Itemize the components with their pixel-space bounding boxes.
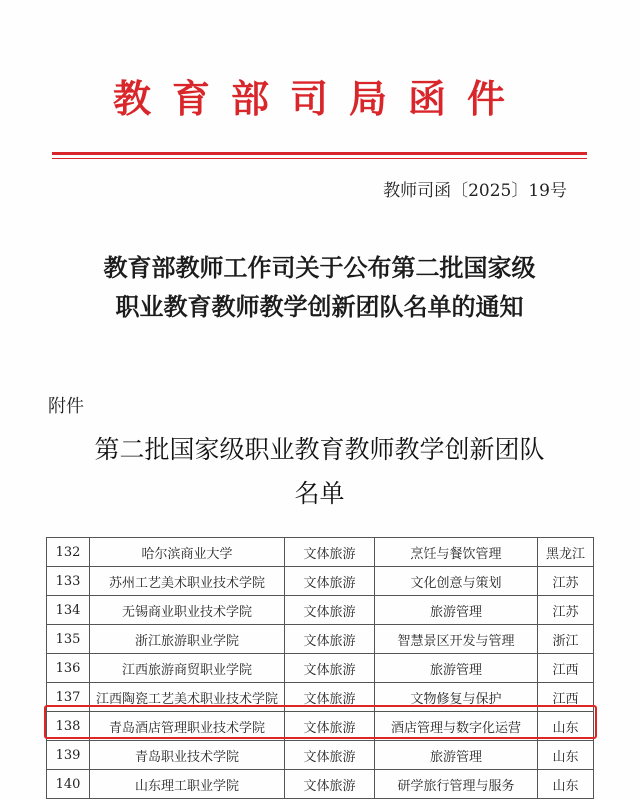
major-cell: 文物修复与保护 [375,683,538,712]
table-row [47,625,594,654]
table-row [47,741,594,770]
notice-title-line-1: 教育部教师工作司关于公布第二批国家级 [103,254,536,282]
major-cell: 智慧景区开发与管理 [375,625,538,654]
institution-cell: 无锡商业职业技术学院 [90,596,285,625]
institution-cell: 江西旅游商贸职业学院 [90,654,285,683]
province-cell: 江苏 [538,567,594,596]
major-cell: 旅游管理 [375,596,538,625]
row-number-cell: 140 [47,770,90,799]
table-row [47,770,594,799]
attachment-label: 附件 [48,396,84,417]
row-number-cell: 138 [47,712,90,741]
notice-title-line-2: 职业教育教师教学创新团队名单的通知 [115,293,524,321]
major-cell: 研学旅行管理与服务 [375,770,538,799]
row-number-cell: 137 [47,683,90,712]
institution-cell: 哈尔滨商业大学 [90,538,285,567]
row-number-cell: 136 [47,654,90,683]
letterhead-title: 教育部司局函件 [112,76,526,121]
institution-cell: 浙江旅游职业学院 [90,625,285,654]
major-cell: 旅游管理 [375,741,538,770]
table-row [47,596,594,625]
institution-cell: 江西陶瓷工艺美术职业技术学院 [90,683,285,712]
province-cell: 山东 [538,712,594,741]
category-cell: 文体旅游 [285,538,375,567]
category-cell: 文体旅游 [285,683,375,712]
province-cell: 山东 [538,741,594,770]
major-cell: 文化创意与策划 [375,567,538,596]
row-number-cell: 132 [47,538,90,567]
category-cell: 文体旅游 [285,712,375,741]
letterhead-thin-rule [52,158,587,159]
institution-cell: 苏州工艺美术职业技术学院 [90,567,285,596]
province-cell: 江西 [538,683,594,712]
province-cell: 江苏 [538,596,594,625]
row-number-cell: 133 [47,567,90,596]
table-row [47,538,594,567]
category-cell: 文体旅游 [285,741,375,770]
province-cell: 山东 [538,770,594,799]
province-cell: 江西 [538,654,594,683]
institution-cell: 山东理工职业学院 [90,770,285,799]
highlight-box [44,705,597,739]
table-row [47,567,594,596]
row-number-cell: 135 [47,625,90,654]
category-cell: 文体旅游 [285,596,375,625]
category-cell: 文体旅游 [285,625,375,654]
institution-cell: 青岛酒店管理职业技术学院 [90,712,285,741]
category-cell: 文体旅游 [285,567,375,596]
category-cell: 文体旅游 [285,654,375,683]
major-cell: 酒店管理与数字化运营 [375,712,538,741]
province-cell: 浙江 [538,625,594,654]
major-cell: 旅游管理 [375,654,538,683]
list-title-line-1: 第二批国家级职业教育教师教学创新团队 [94,435,545,464]
row-number-cell: 139 [47,741,90,770]
document-number: 教师司函〔2025〕19号 [383,181,567,201]
table-row [47,654,594,683]
row-number-cell: 134 [47,596,90,625]
province-cell: 黑龙江 [538,538,594,567]
institution-cell: 青岛职业技术学院 [90,741,285,770]
letterhead-thick-rule [52,152,587,155]
major-cell: 烹饪与餐饮管理 [375,538,538,567]
team-list-table [46,537,594,799]
list-title-line-2: 名单 [294,479,345,508]
category-cell: 文体旅游 [285,770,375,799]
